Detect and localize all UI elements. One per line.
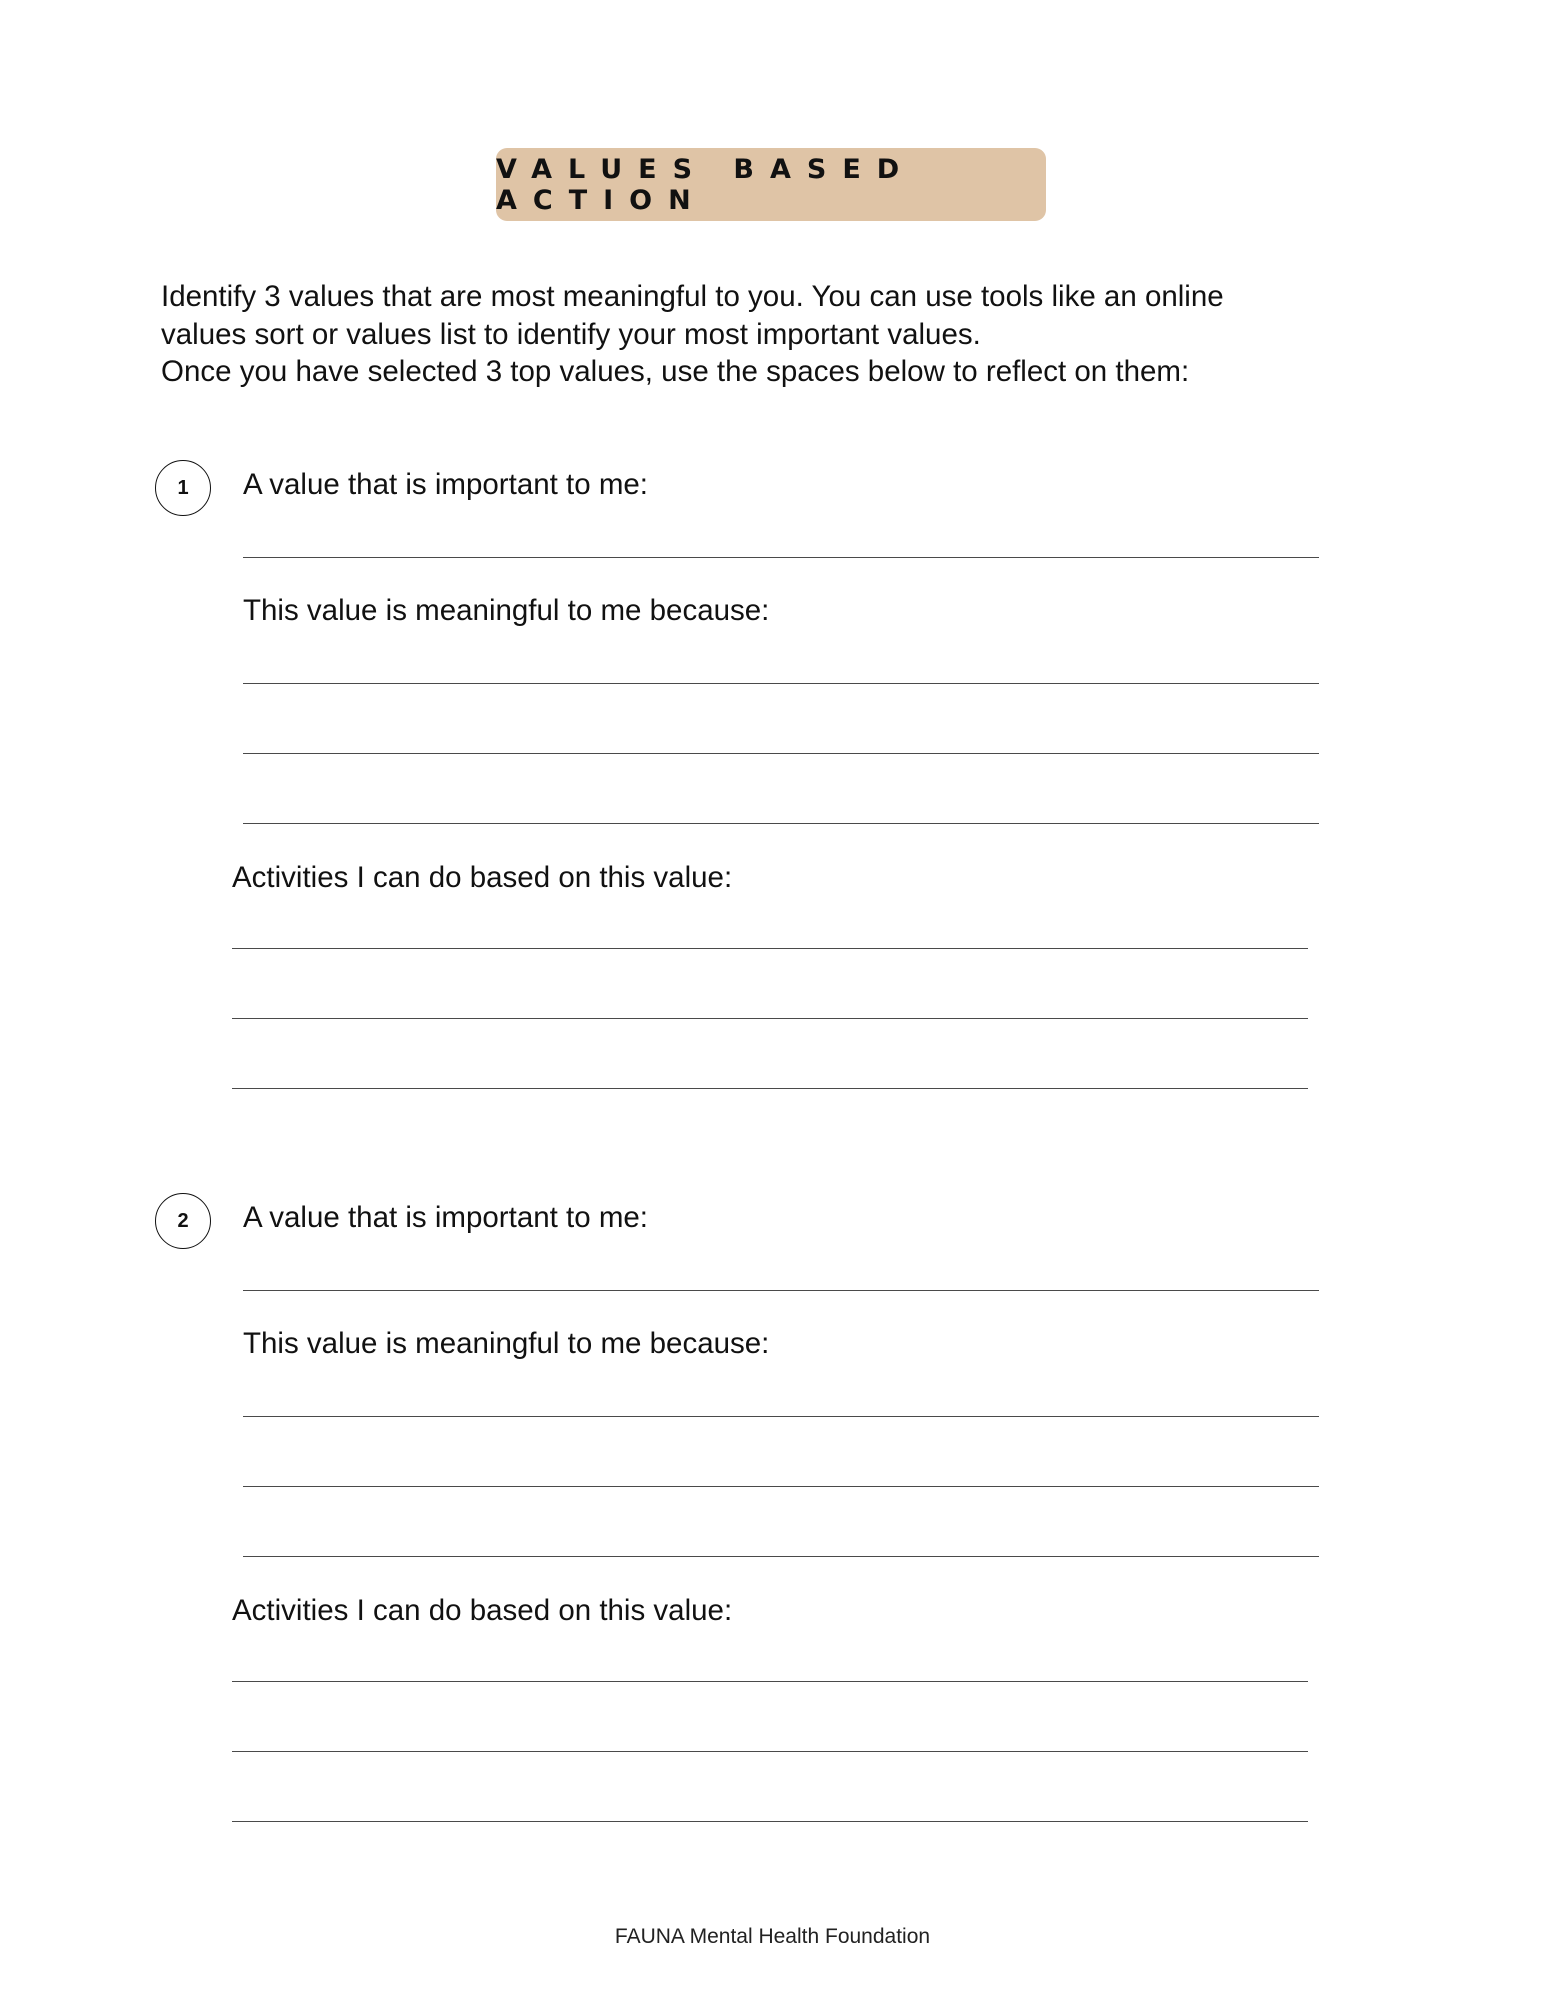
activities-write-line[interactable] <box>232 948 1308 949</box>
intro-line-2: values sort or values list to identify your most important values. <box>161 317 981 351</box>
meaning-write-line[interactable] <box>243 1416 1319 1417</box>
activities-write-line[interactable] <box>232 1821 1308 1822</box>
intro-line-1: Identify 3 values that are most meaningful to you. You can use tools like an online <box>161 280 1224 313</box>
value-label: A value that is important to me: <box>243 1201 649 1234</box>
meaning-write-line[interactable] <box>243 1486 1319 1487</box>
activities-label: Activities I can do based on this value: <box>232 1594 733 1627</box>
value-write-line[interactable] <box>243 557 1319 558</box>
section-number-badge: 2 <box>155 1193 211 1249</box>
value-label: A value that is important to me: <box>243 468 649 501</box>
intro-line-3: Once you have selected 3 top values, use the spaces below to reflect on them: <box>161 355 1190 388</box>
meaning-write-line[interactable] <box>243 683 1319 684</box>
page-title: VALUES BASED ACTION <box>496 153 916 216</box>
activities-write-line[interactable] <box>232 1681 1308 1682</box>
meaning-write-line[interactable] <box>243 753 1319 754</box>
activities-label: Activities I can do based on this value: <box>232 861 733 894</box>
meaning-write-line[interactable] <box>243 823 1319 824</box>
footer-credit: FAUNA Mental Health Foundation <box>614 1925 931 1948</box>
value-write-line[interactable] <box>243 1290 1319 1291</box>
activities-write-line[interactable] <box>232 1088 1308 1089</box>
activities-write-line[interactable] <box>232 1018 1308 1019</box>
activities-write-line[interactable] <box>232 1751 1308 1752</box>
section-number-badge: 1 <box>155 460 211 516</box>
meaning-label: This value is meaningful to me because: <box>243 1327 770 1360</box>
intro-paragraph <box>161 278 1391 391</box>
meaning-write-line[interactable] <box>243 1556 1319 1557</box>
title-badge <box>496 148 1046 221</box>
meaning-label: This value is meaningful to me because: <box>243 594 770 627</box>
